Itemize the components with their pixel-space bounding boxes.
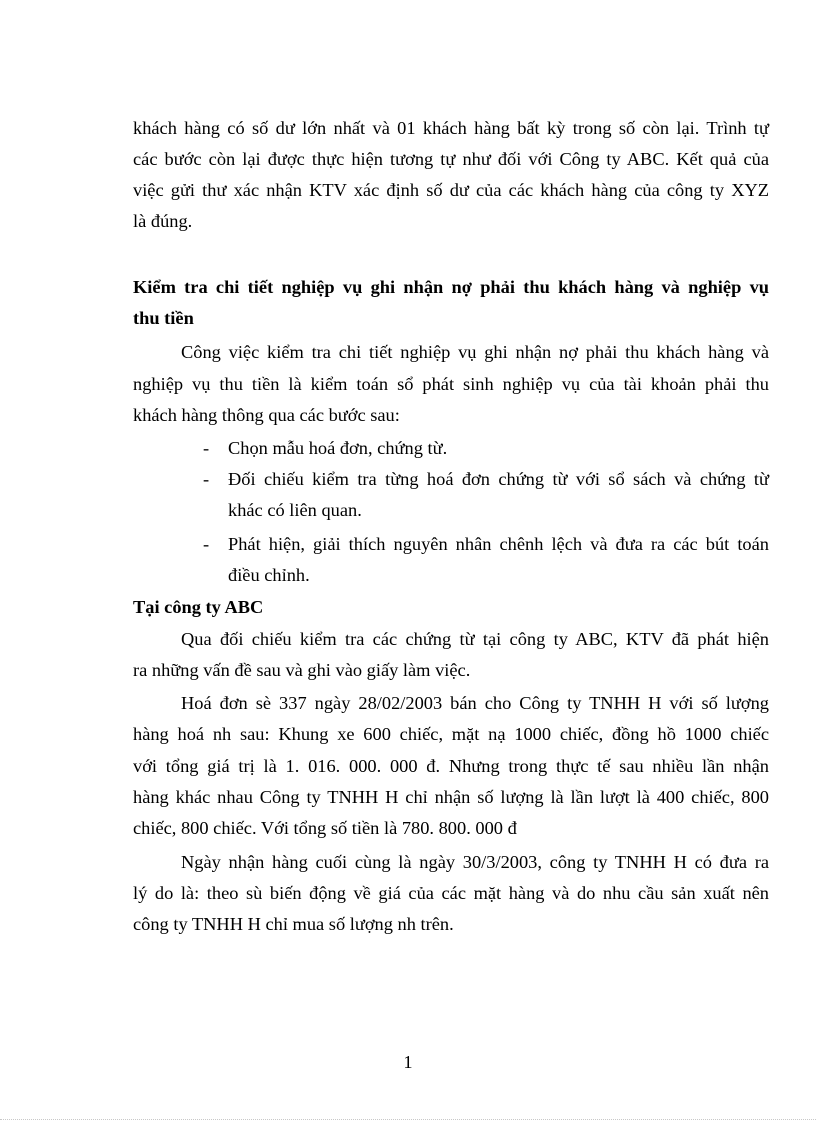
list-item: Phát hiện, giải thích nguyên nhân chênh lệch và đưa ra các bút toán	[228, 534, 769, 554]
paragraph-line: lý do là: theo sù biến động về giá của các mặt hàng và do nhu cầu sản xuất nên	[133, 883, 769, 903]
paragraph-line: Ngày nhận hàng cuối cùng là ngày 30/3/2003, công ty TNHH H có đưa ra	[181, 852, 769, 872]
page-number: 1	[403, 1052, 413, 1072]
list-item: Đối chiếu kiểm tra từng hoá đơn chứng từ với sổ sách và chứng từ	[228, 469, 769, 489]
paragraph-line: là đúng.	[133, 211, 193, 231]
paragraph-line: Qua đối chiếu kiểm tra các chứng từ tại công ty ABC, KTV đã phát hiện	[181, 629, 769, 649]
paragraph-line: Hoá đơn sè 337 ngày 28/02/2003 bán cho Công ty TNHH H với số lượng	[181, 693, 769, 713]
page-bottom-divider	[0, 1119, 816, 1120]
paragraph-line: các bước còn lại được thực hiện tương tự như đối với Công ty ABC. Kết quả của	[133, 149, 769, 169]
list-bullet: -	[203, 438, 210, 458]
paragraph-line: công ty TNHH H chỉ mua số lượng nh trên.	[133, 914, 454, 934]
section-heading: thu tiền	[133, 308, 194, 328]
paragraph-line: việc gửi thư xác nhận KTV xác định số dư của các khách hàng của công ty XYZ	[133, 180, 769, 200]
paragraph-line: ra những vấn đề sau và ghi vào giấy làm việc.	[133, 660, 471, 680]
paragraph-line: Công việc kiểm tra chi tiết nghiệp vụ ghi nhận nợ phải thu khách hàng và	[181, 342, 769, 362]
paragraph-line: hàng hoá nh sau: Khung xe 600 chiếc, mặt nạ 1000 chiếc, đồng hồ 1000 chiếc	[133, 724, 769, 744]
paragraph-line: với tổng giá trị là 1. 016. 000. 000 đ. Nhưng trong thực tế sau nhiều lần nhận	[133, 756, 769, 776]
paragraph-line: khách hàng có số dư lớn nhất và 01 khách hàng bất kỳ trong số còn lại. Trình tự	[133, 118, 769, 138]
paragraph-line: nghiệp vụ thu tiền là kiểm toán sổ phát sinh nghiệp vụ của tài khoản phải thu	[133, 374, 769, 394]
section-heading: Kiểm tra chi tiết nghiệp vụ ghi nhận nợ phải thu khách hàng và nghiệp vụ	[133, 277, 769, 297]
subsection-heading: Tại công ty ABC	[133, 597, 264, 617]
list-item: Chọn mẫu hoá đơn, chứng từ.	[228, 438, 448, 458]
paragraph-line: khách hàng thông qua các bước sau:	[133, 405, 400, 425]
paragraph-line: chiếc, 800 chiếc. Với tổng số tiền là 780. 800. 000 đ	[133, 818, 517, 838]
list-item-continued: điều chỉnh.	[228, 565, 310, 585]
list-bullet: -	[203, 469, 210, 489]
list-item-continued: khác có liên quan.	[228, 500, 362, 520]
paragraph-line: hàng khác nhau Công ty TNHH H chỉ nhận số lượng là lần lượt là 400 chiếc, 800	[133, 787, 769, 807]
list-bullet: -	[203, 534, 210, 554]
